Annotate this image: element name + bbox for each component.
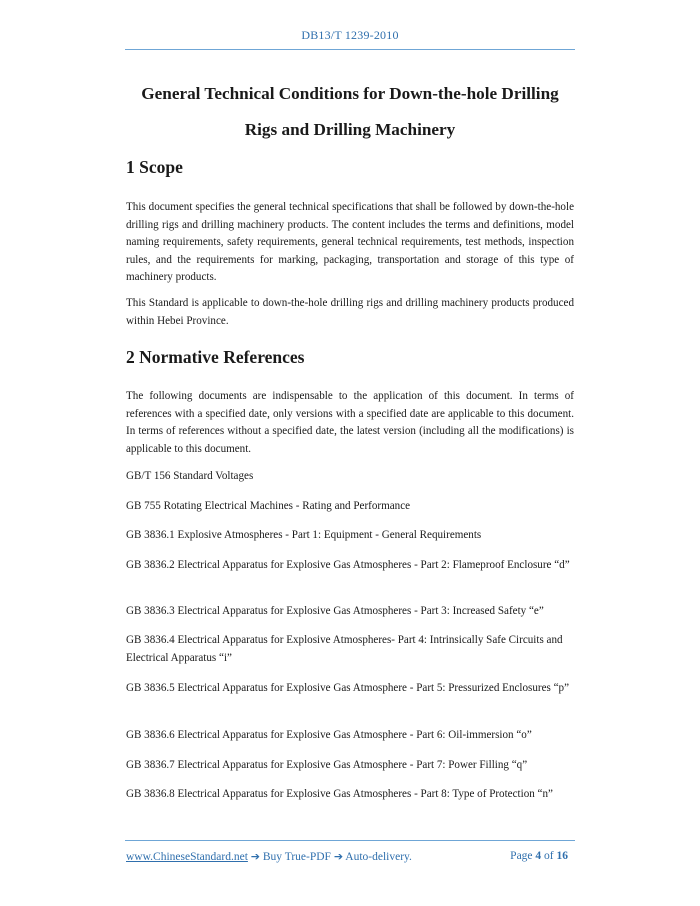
page-label: Page xyxy=(510,850,533,862)
reference-item: GB 3836.5 Electrical Apparatus for Explosive Gas Atmosphere - Part 5: Pressurized Enclosures “p” xyxy=(126,682,570,694)
footer-divider xyxy=(125,840,575,841)
section-heading-scope: 1 Scope xyxy=(126,157,183,177)
document-code-header: DB13/T 1239-2010 xyxy=(301,28,399,42)
reference-item: GB 3836.6 Electrical Apparatus for Explosive Gas Atmosphere - Part 6: Oil-immersion “o” xyxy=(126,729,532,741)
document-title-line-1: General Technical Conditions for Down-the-hole Drilling xyxy=(141,84,559,103)
reference-item: GB/T 156 Standard Voltages xyxy=(126,470,254,482)
section-heading-normative-references: 2 Normative References xyxy=(126,347,305,367)
scope-paragraph-2: This Standard is applicable to down-the-hole drilling rigs and drilling machinery products produced within Hebei Province. xyxy=(126,297,574,327)
reference-item: GB 3836.1 Explosive Atmospheres - Part 1: Equipment - General Requirements xyxy=(126,529,482,541)
chinesestandard-link[interactable]: www.ChineseStandard.net xyxy=(126,851,248,863)
reference-item: GB 3836.7 Electrical Apparatus for Explosive Gas Atmosphere - Part 7: Power Filling “q” xyxy=(126,759,528,771)
document-title xyxy=(125,76,575,148)
header-divider xyxy=(125,49,575,50)
document-title-line-2: Rigs and Drilling Machinery xyxy=(244,120,456,139)
arrow-right-icon: ➔ xyxy=(250,850,260,863)
page-number xyxy=(510,850,568,862)
page-of-label: of xyxy=(544,850,554,862)
arrow-right-icon: ➔ xyxy=(333,850,344,863)
reference-item: GB 3836.2 Electrical Apparatus for Explosive Gas Atmospheres - Part 2: Flameproof Enclosure “d” xyxy=(126,559,570,571)
reference-item: GB 755 Rotating Electrical Machines - Rating and Performance xyxy=(126,500,411,512)
page-total: 16 xyxy=(556,850,568,862)
page-current: 4 xyxy=(535,850,542,862)
normative-references-intro: The following documents are indispensable to the application of this document. In terms of references with a specified date, only versions with a specified date are applicable to this document. In terms of references without a specified date, the latest version (including all the modifications) is applicable to this document. xyxy=(126,390,574,455)
page-footer xyxy=(126,850,574,863)
buy-true-pdf-text: Buy True-PDF xyxy=(262,851,331,863)
reference-item: GB 3836.8 Electrical Apparatus for Explosive Gas Atmospheres - Part 8: Type of Protection “n” xyxy=(126,788,553,800)
reference-item: GB 3836.4 Electrical Apparatus for Explosive Atmospheres- Part 4: Intrinsically Safe Circuits and Electrical Apparatus “i” xyxy=(126,634,563,664)
auto-delivery-text: Auto-delivery. xyxy=(345,851,412,863)
reference-item: GB 3836.3 Electrical Apparatus for Explosive Gas Atmospheres - Part 3: Increased Safety “e” xyxy=(126,605,544,617)
scope-paragraph-1: This document specifies the general technical specifications that shall be followed by down-the-hole drilling rigs and drilling machinery products. The content includes the terms and definitions, model naming requirements, safety requirements, general technical requirements, test methods, inspection rules, and the requirements for marking, packaging, transportation and storage of this type of machinery products. xyxy=(126,201,574,284)
